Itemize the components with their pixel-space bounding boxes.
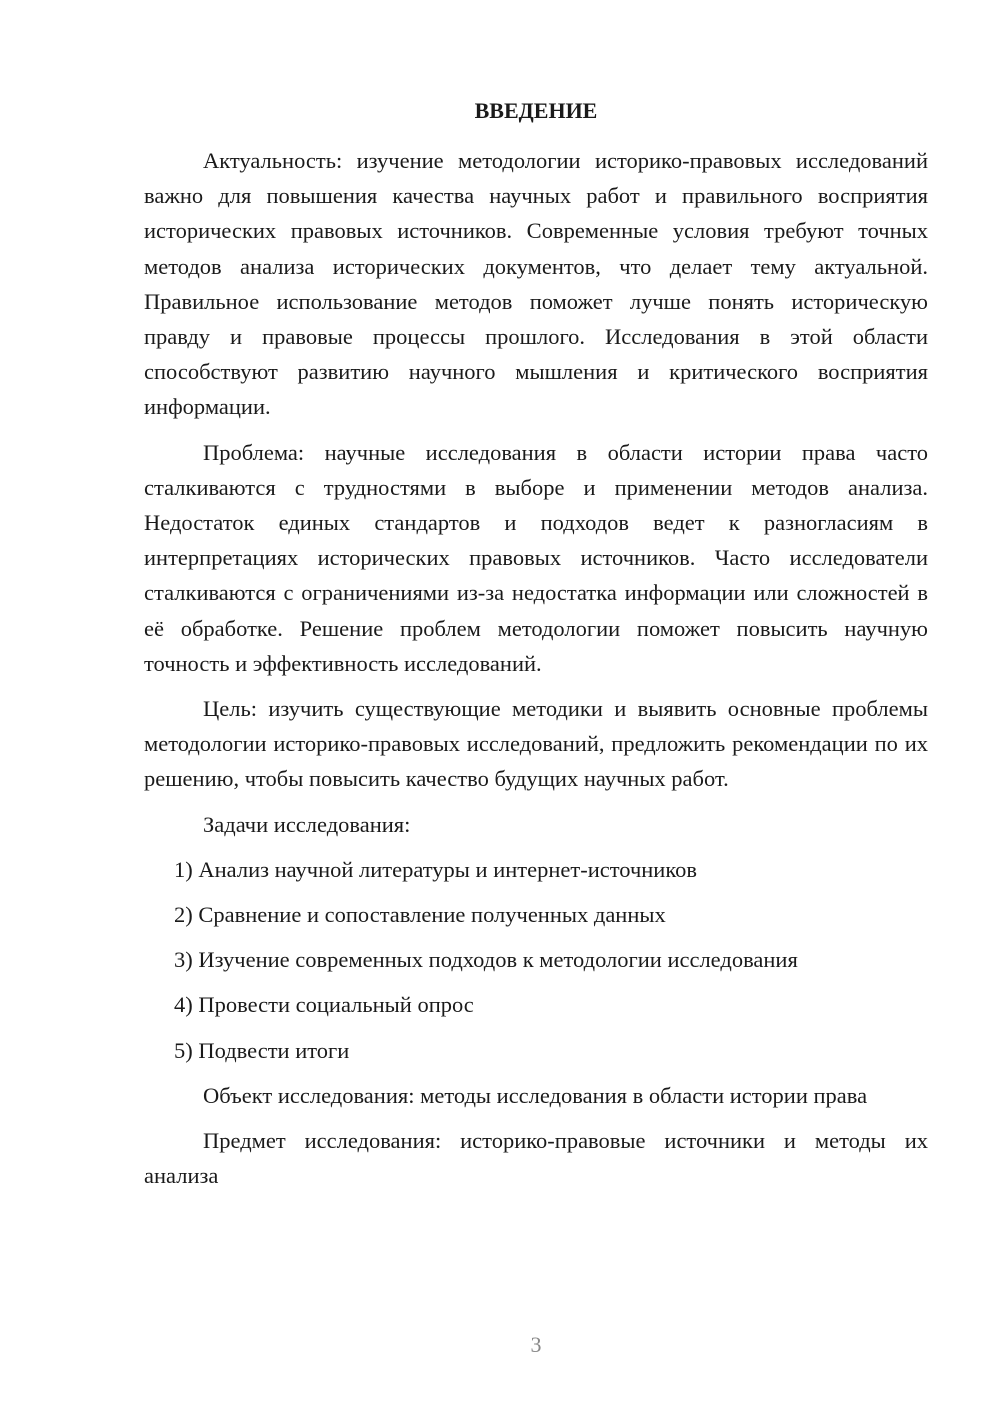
object-paragraph: Объект исследования: методы исследования в области истории права — [203, 1082, 868, 1108]
list-item: 4) Провести социальный опрос — [174, 992, 474, 1018]
list-item: 5) Подвести итоги — [174, 1037, 350, 1063]
problem-paragraph: Проблема: научные исследования в области истории права часто сталкиваются с трудностями в выборе и применении методов анализа. Недостаток единых стандартов и подходов ведет к разногласиям в интерпретациях исторических правовых источников. Часто исследователи сталкиваются с ограничениями из-за недостатка информации или сложностей в её обработке. Решение проблем методологии поможет повысить научную точность и эффективность исследований. — [144, 439, 928, 676]
relevance-paragraph: Актуальность: изучение методологии историко-правовых исследований важно для повышения качества научных работ и правильного восприятия исторических правовых источников. Современные условия требуют точных методов анализа исторических документов, что делает тему актуальной. Правильное использование методов поможет лучше понять историческую правду и правовые процессы прошлого. Исследования в этой области способствуют развитию научного мышления и критического восприятия информации. — [144, 148, 928, 420]
page-number: 3 — [530, 1332, 542, 1357]
list-item: 1) Анализ научной литературы и интернет-источников — [174, 856, 698, 882]
tasks-title: Задачи исследования: — [203, 811, 411, 837]
page-content — [144, 96, 928, 1203]
tasks-list — [144, 852, 928, 1068]
list-item: 2) Сравнение и сопоставление полученных данных — [174, 902, 666, 928]
subject-paragraph: Предмет исследования: историко-правовые источники и методы их анализа — [144, 1128, 928, 1189]
section-heading: ВВЕДЕНИЕ — [474, 98, 598, 123]
goal-paragraph: Цель: изучить существующие методики и выявить основные проблемы методологии историко-правовых исследований, предложить рекомендации по их решению, чтобы повысить качество будущих научных работ. — [144, 696, 928, 792]
list-item: 3) Изучение современных подходов к методологии исследования — [174, 947, 798, 973]
